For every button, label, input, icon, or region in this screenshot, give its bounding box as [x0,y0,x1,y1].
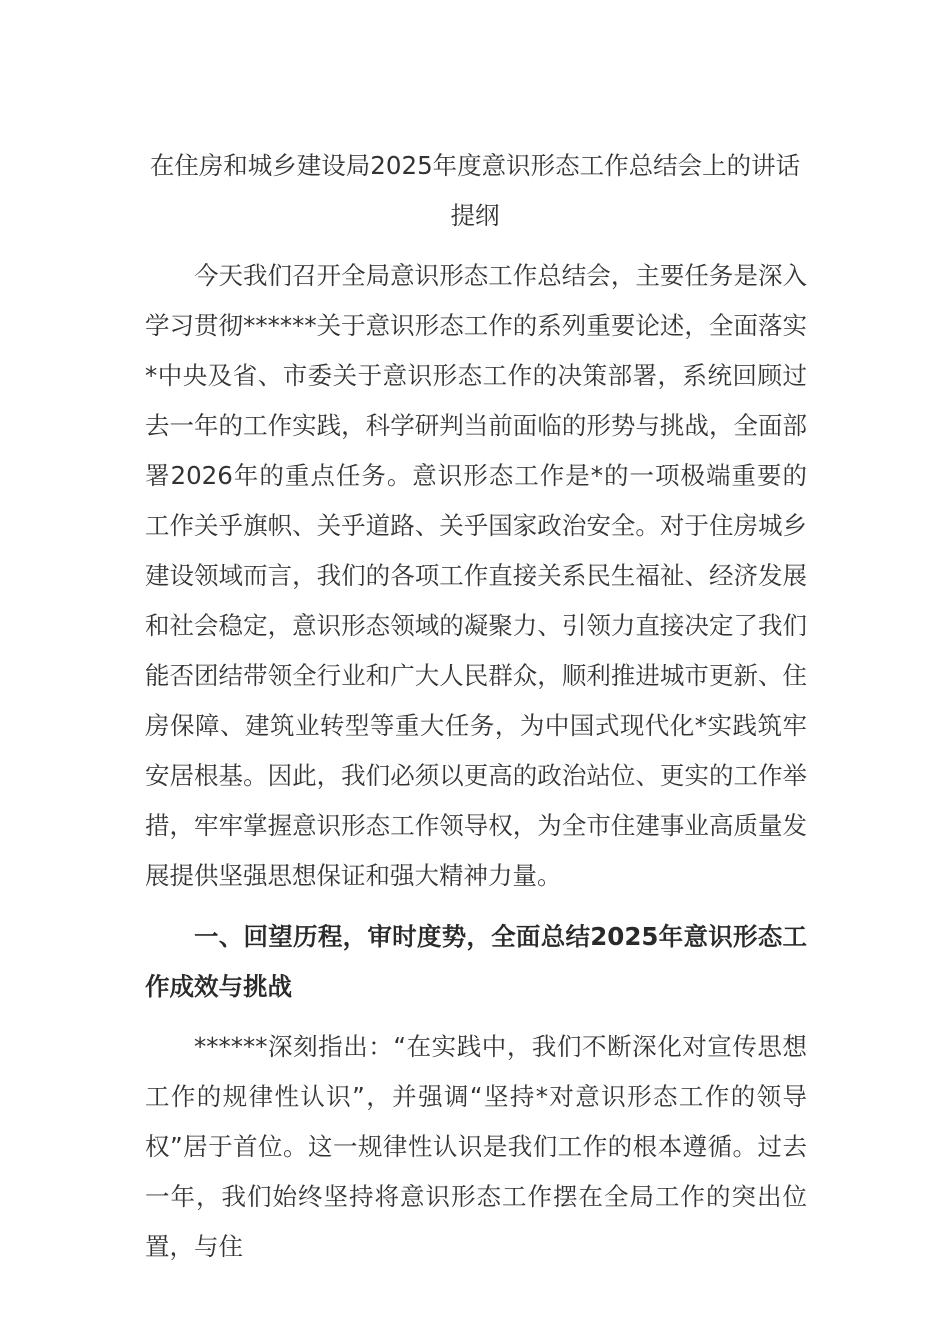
section-heading: 一、回望历程，审时度势，全面总结2025年意识形态工作成效与挑战 [145,922,807,1001]
section-paragraph: ******深刻指出：“在实践中，我们不断深化对宣传思想工作的规律性认识”，并强调“坚持*对意识形态工作的领导权”居于首位。这一规律性认识是我们工作的根本遵循。过去一年，我们始终坚持将意识形态工作摆在全局工作的突出位置，与住 [145,1032,807,1261]
document-title: 在住房和城乡建设局2025年度意识形态工作总结会上的讲话提纲 [149,151,801,230]
opening-paragraph: 今天我们召开全局意识形态工作总结会，主要任务是深入学习贯彻******关于意识形态工作的系列重要论述，全面落实*中央及省、市委关于意识形态工作的决策部署，系统回顾过去一年的工作实践，科学研判当前面临的形势与挑战，全面部署2026年的重点任务。意识形态工作是*的一项极端重要的工作关乎旗帜、关乎道路、关乎国家政治安全。对于住房城乡建设领域而言，我们的各项工作直接关系民生福祉、经济发展和社会稳定，意识形态领域的凝聚力、引领力直接决定了我们能否团结带领全行业和广大人民群众，顺利推进城市更新、住房保障、建筑业转型等重大任务，为中国式现代化*实践筑牢安居根基。因此，我们必须以更高的政治站位、更实的工作举措，牢牢掌握意识形态工作领导权，为全市住建事业高质量发展提供坚强思想保证和强大精神力量。 [145,261,807,890]
